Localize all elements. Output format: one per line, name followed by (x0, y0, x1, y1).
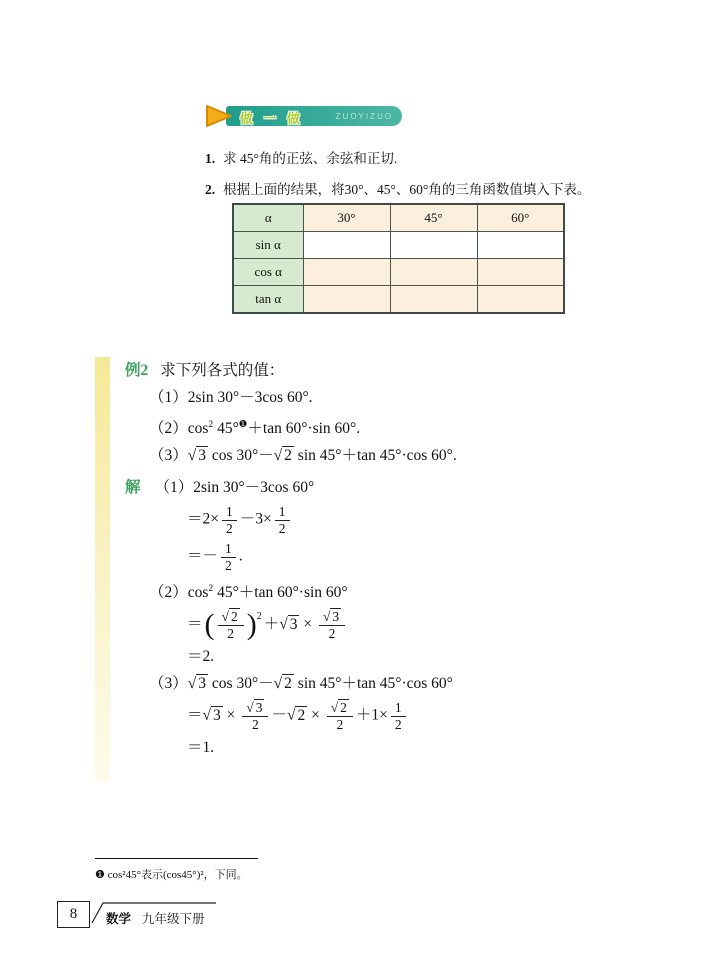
table-header-row (233, 204, 564, 232)
table-fill-cell (477, 232, 564, 259)
solution-1-step-2: ＝－ $\frac{1}{2}$ . (187, 541, 243, 573)
table-fill-cell (390, 232, 477, 259)
solution-3-step-2: ＝1. (187, 739, 215, 757)
example-label: 例2 (125, 362, 149, 379)
table-header-cell: 30° (303, 204, 390, 232)
solution-3-step-1: ＝√ 3 × $\frac{√ 3}{2}$ －√ 2 × $\frac{√ 2}{2}$ ＋1× $\frac{1}{2}$ (187, 700, 625, 732)
task-2 (205, 178, 590, 198)
task-1-text: 求 45°角的正弦、余弦和正切. (223, 151, 398, 166)
footnote-rule (95, 858, 258, 859)
table-header-cell: 60° (477, 204, 564, 232)
table-fill-cell (303, 232, 390, 259)
solution-label: 解 (125, 479, 141, 497)
table-row-label: tan α (233, 286, 303, 314)
table-fill-cell (390, 286, 477, 314)
table-row-cos (233, 259, 564, 286)
task-1-number: 1. (205, 151, 216, 166)
problem-2: $(2)\cos^2$ 45°$^❶$＋tan 60°·sin 60°. (149, 419, 361, 438)
task-1 (205, 147, 397, 167)
example-block (125, 360, 625, 764)
table-row-sin (233, 232, 564, 259)
yellow-accent-bar (95, 357, 110, 781)
table-header-alpha: α (233, 204, 303, 232)
task-2-number: 2. (205, 182, 216, 197)
solution-2-step-1: ＝ ( $\frac{√ 2}{2}$ ) 2 ＋√ 3 × $\frac{√ 3}{2}$ (187, 609, 625, 641)
table-fill-cell (303, 259, 390, 286)
trig-values-table (232, 203, 565, 314)
solution-line-1 (125, 477, 625, 499)
page-number: 8 (57, 901, 90, 928)
table-header-cell: 45° (390, 204, 477, 232)
table-row-label: cos α (233, 259, 303, 286)
solution-1-step-1: ＝2× $\frac{1}{2}$ －3× $\frac{1}{2}$ (187, 504, 625, 536)
banner-title: 做 一 做 (240, 112, 304, 127)
table-fill-cell (390, 259, 477, 286)
table-fill-cell (477, 259, 564, 286)
table-row-label: sin α (233, 232, 303, 259)
table-row-tan (233, 286, 564, 314)
solution-1-head: （1）2sin 30°－3cos 60° (154, 479, 315, 497)
footnote-text: ❶ cos²45°表示(cos45°)²，下同。 (95, 869, 248, 881)
banner-bar (226, 106, 402, 126)
table-fill-cell (303, 286, 390, 314)
task-2-text: 根据上面的结果，将30°、45°、60°角的三角函数值填入下表。 (223, 182, 591, 197)
footer-subject: 数学 (106, 911, 132, 926)
banner-subtitle: ZUOYIZUO (335, 112, 393, 121)
example-title-line (125, 360, 625, 382)
footer-book-title: 九年级下册 (142, 911, 205, 926)
solution-2-step-2: ＝2. (187, 648, 215, 666)
solution-3-head: （3）√ 3 cos 30°－√ 2 sin 45°＋tan 45°·cos 60° (149, 675, 453, 693)
solution-2-head: $(2)\cos^2$ 45°＋tan 60°·sin 60° (149, 583, 348, 602)
problem-3: （3）√ 3 cos 30°－√ 2 sin 45°＋tan 45°·cos 60°. (149, 447, 457, 465)
play-arrow-icon (204, 103, 234, 129)
example-title: 求下列各式的值： (160, 362, 285, 379)
do-it-banner (204, 103, 404, 131)
table-fill-cell (477, 286, 564, 314)
problem-1: （1）2sin 30°－3cos 60°. (149, 389, 313, 406)
